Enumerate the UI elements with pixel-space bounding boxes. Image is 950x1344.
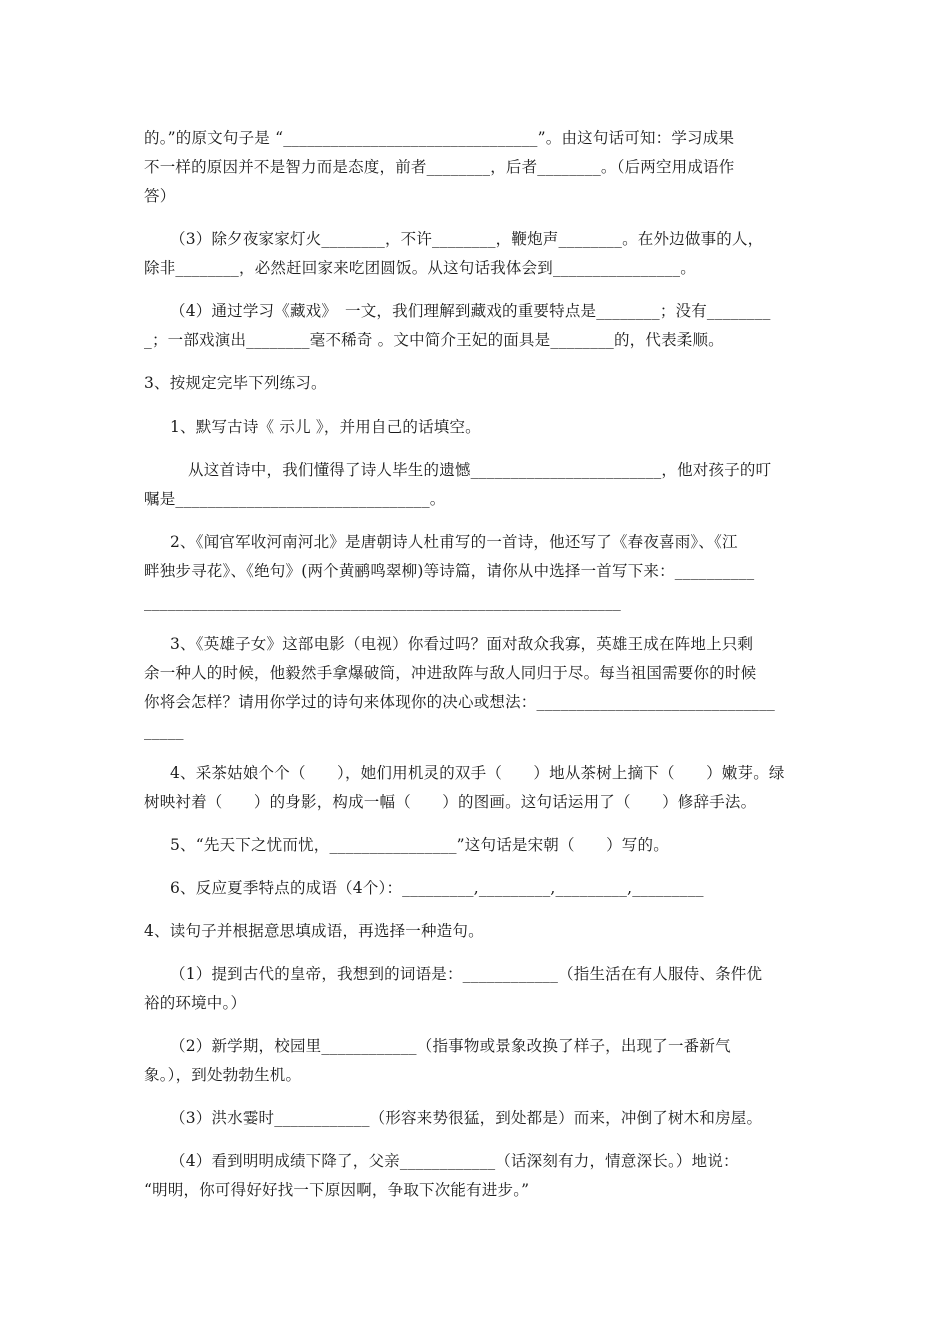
text-line: 从这首诗中，我们懂得了诗人毕生的遗憾________________________，他对孩子的叮 <box>188 461 772 479</box>
text-line: 6、反应夏季特点的成语（4个）：_________,_________,_________,_________ <box>170 879 704 897</box>
text-line: _；一部戏演出________毫不稀奇 。文中简介王妃的面具是________的，代表柔顺。 <box>144 331 724 349</box>
text-line: 不一样的原因并不是智力而是态度，前者________，后者________。（后两空用成语作 <box>144 158 735 176</box>
text-line: 象。），到处勃勃生机。 <box>144 1066 302 1084</box>
text-line: 除非________，必然赶回家来吃团圆饭。从这句话我体会到________________。 <box>144 259 696 277</box>
text-line: 余一种人的时候，他毅然手拿爆破筒，冲进敌阵与敌人同归于尽。每当祖国需要你的时候 <box>144 664 757 682</box>
text-line: 2、《闻官军收河南河北》是唐朝诗人杜甫写的一首诗，他还写了《春夜喜雨》、《江 <box>170 533 738 551</box>
text-line: （4）看到明明成绩下降了，父亲____________（话深刻有力，情意深长。）地说： <box>170 1152 739 1170</box>
text-line: “明明，你可得好好找一下原因啊，争取下次能有进步。” <box>144 1181 530 1199</box>
text-line: 5、“先天下之忧而忧，________________”这句话是宋朝（ ）写的。 <box>170 836 669 854</box>
text-line: _____ <box>144 722 184 740</box>
text-line: 嘱是________________________________。 <box>144 490 446 508</box>
text-line: （4）通过学习《藏戏》 一文，我们理解到藏戏的重要特点是________；没有________ <box>170 302 771 320</box>
text-line: 裕的环境中。） <box>144 994 247 1012</box>
text-line: 畔独步寻花》、《绝句》(两个黄鹂鸣翠柳)等诗篇，请你从中选择一首写下来：__________ <box>144 562 755 580</box>
text-line: （2）新学期，校园里____________（指事物或景象改换了样子，出现了一番新气 <box>170 1037 731 1055</box>
text-line: （1）提到古代的皇帝，我想到的词语是：____________（指生活在有人服侍、条件优 <box>170 965 763 983</box>
text-line: 树映衬着（ ）的身影，构成一幅（ ）的图画。这句话运用了（ ）修辞手法。 <box>144 793 757 811</box>
text-line: （3）除夕夜家家灯火________，不许________，鞭炮声________。在外边做事的人， <box>170 230 764 248</box>
text-line: 你将会怎样？请用你学过的诗句来体现你的决心或想法：______________________________ <box>144 693 776 711</box>
text-line: 的。”的原文句子是 “________________________________”。由这句话可知：学习成果 <box>144 129 735 147</box>
text-line: 4、采茶姑娘个个（ ），她们用机灵的双手（ ）地从茶树上摘下（ ）嫩芽。绿 <box>170 764 785 782</box>
section-heading: 3、按规定完毕下列练习。 <box>144 374 327 392</box>
text-line: 3、《英雄子女》这部电影（电视）你看过吗？面对敌众我寡，英雄王成在阵地上只剩 <box>170 635 754 653</box>
section-heading: 4、读句子并根据意思填成语，再选择一种造句。 <box>144 922 484 940</box>
text-line: ____________________________________________________________ <box>144 593 621 611</box>
text-line: 1、默写古诗《 示儿 》，并用自己的话填空。 <box>170 418 481 436</box>
text-line: （3）洪水霎时____________（形容来势很猛，到处都是）而来，冲倒了树木和房屋。 <box>170 1109 763 1127</box>
text-line: 答） <box>144 187 176 205</box>
